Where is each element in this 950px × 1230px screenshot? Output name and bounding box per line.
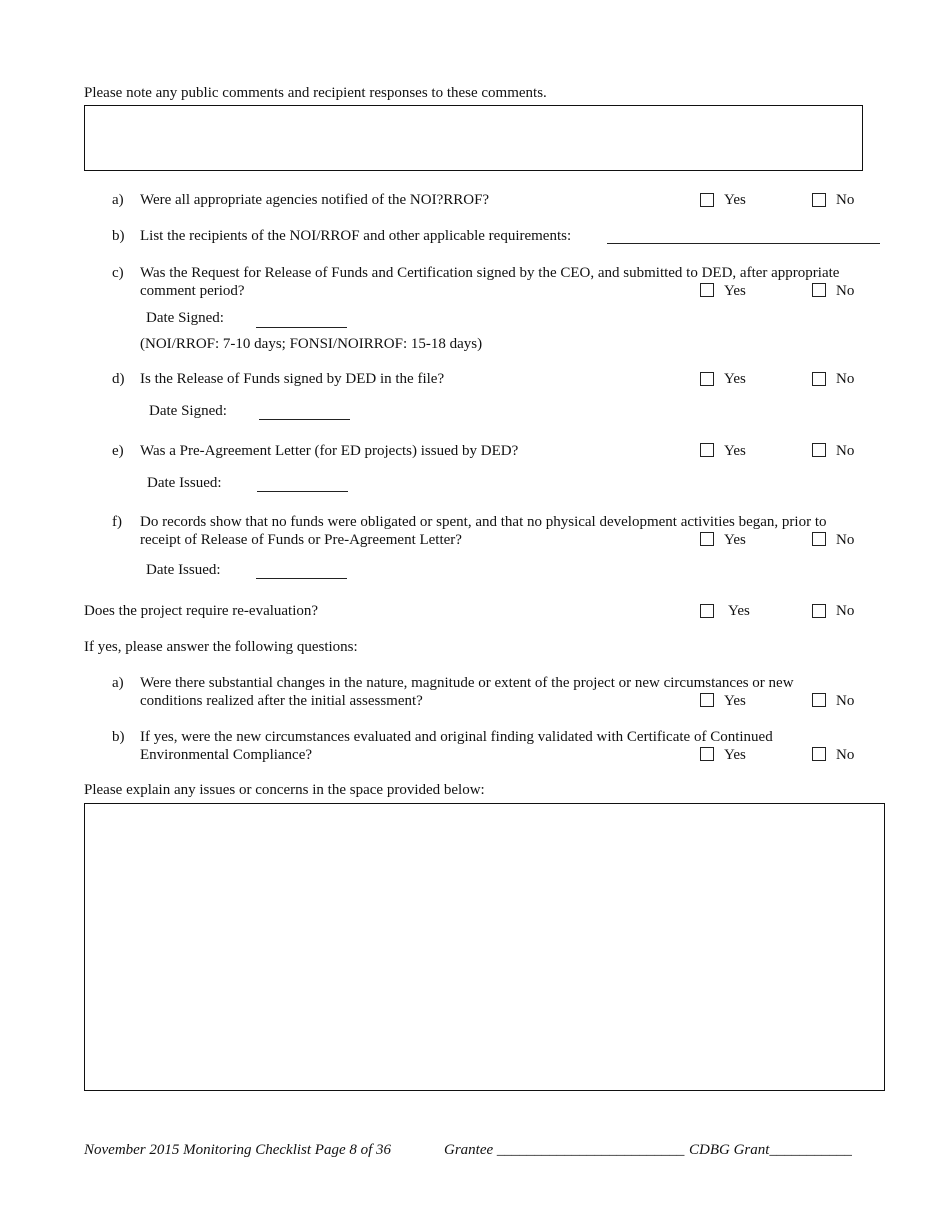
q-f-text-line2: receipt of Release of Funds or Pre-Agreement Letter? bbox=[140, 532, 462, 548]
q-d-date-label: Date Signed: bbox=[149, 403, 227, 419]
q-d-no-label: No bbox=[836, 371, 855, 387]
public-comments-box[interactable] bbox=[84, 105, 863, 171]
q-f-letter: f) bbox=[112, 514, 122, 530]
reeval-yes-label: Yes bbox=[728, 603, 750, 619]
q-d-letter: d) bbox=[112, 371, 125, 387]
q-f-text-line1: Do records show that no funds were obligated or spent, and that no physical development activities began, prior to bbox=[140, 514, 827, 530]
r-a-yes-label: Yes bbox=[724, 693, 746, 709]
q-a-yes-label: Yes bbox=[724, 192, 746, 208]
r-a-no-label: No bbox=[836, 693, 855, 709]
q-b-letter: b) bbox=[112, 228, 125, 244]
intro-text: Please note any public comments and recipient responses to these comments. bbox=[84, 85, 547, 101]
r-b-letter: b) bbox=[112, 729, 125, 745]
q-c-date-line[interactable] bbox=[256, 327, 347, 328]
q-e-no-label: No bbox=[836, 443, 855, 459]
q-a-no-label: No bbox=[836, 192, 855, 208]
q-d-yes-label: Yes bbox=[724, 371, 746, 387]
q-f-no-checkbox[interactable] bbox=[812, 532, 826, 546]
r-b-text-line2: Environmental Compliance? bbox=[140, 747, 313, 763]
r-a-no-checkbox[interactable] bbox=[812, 693, 826, 707]
q-c-yes-checkbox[interactable] bbox=[700, 283, 714, 297]
q-e-yes-checkbox[interactable] bbox=[700, 443, 714, 457]
q-a-no-checkbox[interactable] bbox=[812, 193, 826, 207]
q-c-text-line1: Was the Request for Release of Funds and Certification signed by the CEO, and submitted to DED, after appropriate bbox=[140, 265, 840, 281]
r-b-yes-checkbox[interactable] bbox=[700, 747, 714, 761]
r-a-text-line2: conditions realized after the initial assessment? bbox=[140, 693, 423, 709]
q-c-yes-label: Yes bbox=[724, 283, 746, 299]
q-c-no-checkbox[interactable] bbox=[812, 283, 826, 297]
q-b-recipients-line[interactable] bbox=[607, 243, 880, 244]
q-d-no-checkbox[interactable] bbox=[812, 372, 826, 386]
r-b-no-label: No bbox=[836, 747, 855, 763]
r-a-text-line1: Were there substantial changes in the nature, magnitude or extent of the project or new circumstances or new bbox=[140, 675, 794, 691]
explain-label: Please explain any issues or concerns in the space provided below: bbox=[84, 782, 485, 798]
r-b-no-checkbox[interactable] bbox=[812, 747, 826, 761]
q-e-no-checkbox[interactable] bbox=[812, 443, 826, 457]
q-c-letter: c) bbox=[112, 265, 124, 281]
q-f-yes-label: Yes bbox=[724, 532, 746, 548]
reeval-no-checkbox[interactable] bbox=[812, 604, 826, 618]
r-b-text-line1: If yes, were the new circumstances evaluated and original finding validated with Certificate of Continued bbox=[140, 729, 773, 745]
q-d-date-line[interactable] bbox=[259, 419, 350, 420]
q-c-date-label: Date Signed: bbox=[146, 310, 224, 326]
footer-grantee: Grantee _________________________ bbox=[444, 1142, 685, 1158]
r-a-letter: a) bbox=[112, 675, 124, 691]
reeval-no-label: No bbox=[836, 603, 855, 619]
q-f-date-label: Date Issued: bbox=[146, 562, 221, 578]
q-e-text: Was a Pre-Agreement Letter (for ED projects) issued by DED? bbox=[140, 443, 519, 459]
q-f-no-label: No bbox=[836, 532, 855, 548]
q-a-yes-checkbox[interactable] bbox=[700, 193, 714, 207]
q-b-text: List the recipients of the NOI/RROF and other applicable requirements: bbox=[140, 228, 572, 244]
q-c-text-line2: comment period? bbox=[140, 283, 245, 299]
q-c-no-label: No bbox=[836, 283, 855, 299]
q-e-letter: e) bbox=[112, 443, 124, 459]
q-d-yes-checkbox[interactable] bbox=[700, 372, 714, 386]
q-e-date-label: Date Issued: bbox=[147, 475, 222, 491]
q-d-text: Is the Release of Funds signed by DED in the file? bbox=[140, 371, 445, 387]
r-a-yes-checkbox[interactable] bbox=[700, 693, 714, 707]
reeval-yes-checkbox[interactable] bbox=[700, 604, 714, 618]
q-a-text: Were all appropriate agencies notified of the NOI?RROF? bbox=[140, 192, 490, 208]
q-a-letter: a) bbox=[112, 192, 124, 208]
reeval-followup: If yes, please answer the following questions: bbox=[84, 639, 358, 655]
q-e-date-line[interactable] bbox=[257, 491, 348, 492]
q-f-date-line[interactable] bbox=[256, 578, 347, 579]
reeval-question: Does the project require re-evaluation? bbox=[84, 603, 319, 619]
q-f-yes-checkbox[interactable] bbox=[700, 532, 714, 546]
footer-cdbg-grant: CDBG Grant___________ bbox=[689, 1142, 852, 1158]
r-b-yes-label: Yes bbox=[724, 747, 746, 763]
q-c-note: (NOI/RROF: 7-10 days; FONSI/NOIRROF: 15-18 days) bbox=[140, 336, 483, 352]
footer-page-info: November 2015 Monitoring Checklist Page 8 of 36 bbox=[84, 1142, 392, 1158]
issues-concerns-box[interactable] bbox=[84, 803, 885, 1091]
q-e-yes-label: Yes bbox=[724, 443, 746, 459]
